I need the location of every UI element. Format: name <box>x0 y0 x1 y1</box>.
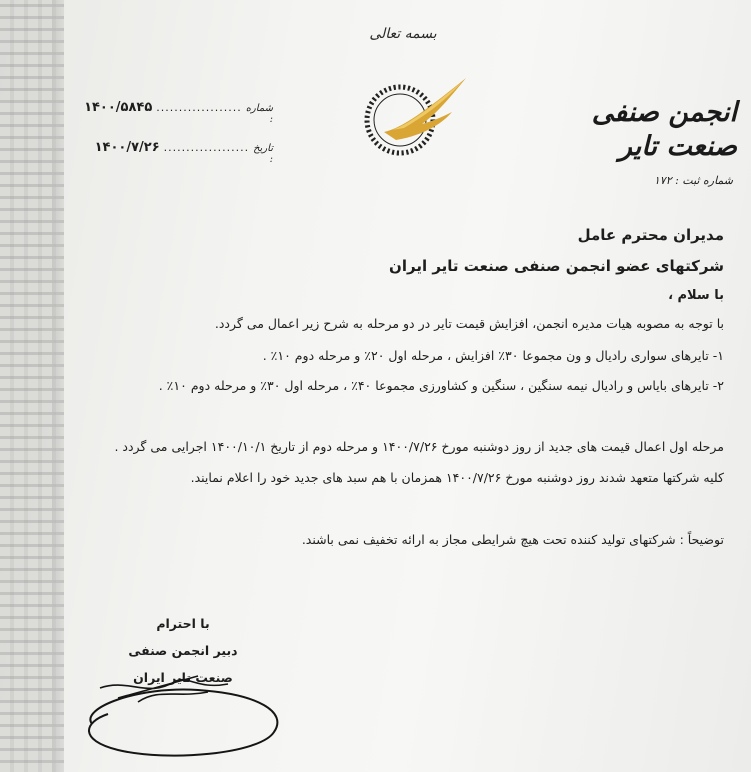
list-item: ۲- تایرهای بایاس و رادیال نیمه سنگین ، سنگین و کشاورزی مجموعا ۴۰٪ ، مرحله اول ۳۰٪ و مرحله دوم ۱۰٪ . <box>158 378 724 393</box>
salutation-companies: شرکتهای عضو انجمن صنفی صنعت تایر ایران <box>389 257 724 275</box>
signature-icon <box>78 668 283 768</box>
salutation-managers: مدیران محترم عامل <box>577 226 724 244</box>
date-label: تاریخ : <box>253 143 273 165</box>
letter-number-row <box>84 100 273 125</box>
closing-regards: با احترام <box>156 616 210 631</box>
note-paragraph: توضیحاً : شرکتهای تولید کننده تحت هیچ شرایطی مجاز به ارائه تخفیف نمی باشند. <box>301 532 724 547</box>
letter-number: ۱۴۰۰/۵۸۴۵ <box>84 100 153 115</box>
number-dots: ................... <box>156 101 242 114</box>
greeting: با سلام ، <box>668 288 724 303</box>
letter-date-row <box>94 140 273 165</box>
registration-number: شماره ثبت : ۱۷۲ <box>653 174 733 187</box>
tire-tread-border <box>0 0 64 772</box>
closing-title: دبیر انجمن صنفی <box>128 643 238 658</box>
closing-organization: صنعت تایر ایران <box>133 670 233 685</box>
timing-paragraph: مرحله اول اعمال قیمت های جدید از روز دوشنبه مورخ ۱۴۰۰/۷/۲۶ و مرحله دوم از تاریخ ۱۴۰۰/۱۰/۱ اجرایی می گردد . کلیه شرکتها متعهد شدند روز دوشنبه مورخ ۱۴۰۰/۷/۲۶ همزمان با هم سبد های جدید خود را اعلام نمایند. <box>114 439 724 485</box>
list-item: ۱- تایرهای سواری رادیال و ون مجموعا ۳۰٪ افزایش ، مرحله اول ۲۰٪ و مرحله دوم ۱۰٪ . <box>262 348 724 363</box>
date-dots: ................... <box>163 141 250 154</box>
wing-logo-icon <box>362 70 472 162</box>
wing-icon <box>384 78 466 140</box>
basmala-heading: بسمه تعالی <box>369 26 437 42</box>
organization-name: انجمن صنفی صنعت تایر <box>591 97 737 162</box>
letter-date: ۱۴۰۰/۷/۲۶ <box>94 140 160 155</box>
number-label: شماره : <box>245 103 273 125</box>
intro-paragraph: با توجه به مصوبه هیات مدیره انجمن، افزایش قیمت تایر در دو مرحله به شرح زیر اعمال می گردد. <box>214 316 724 331</box>
